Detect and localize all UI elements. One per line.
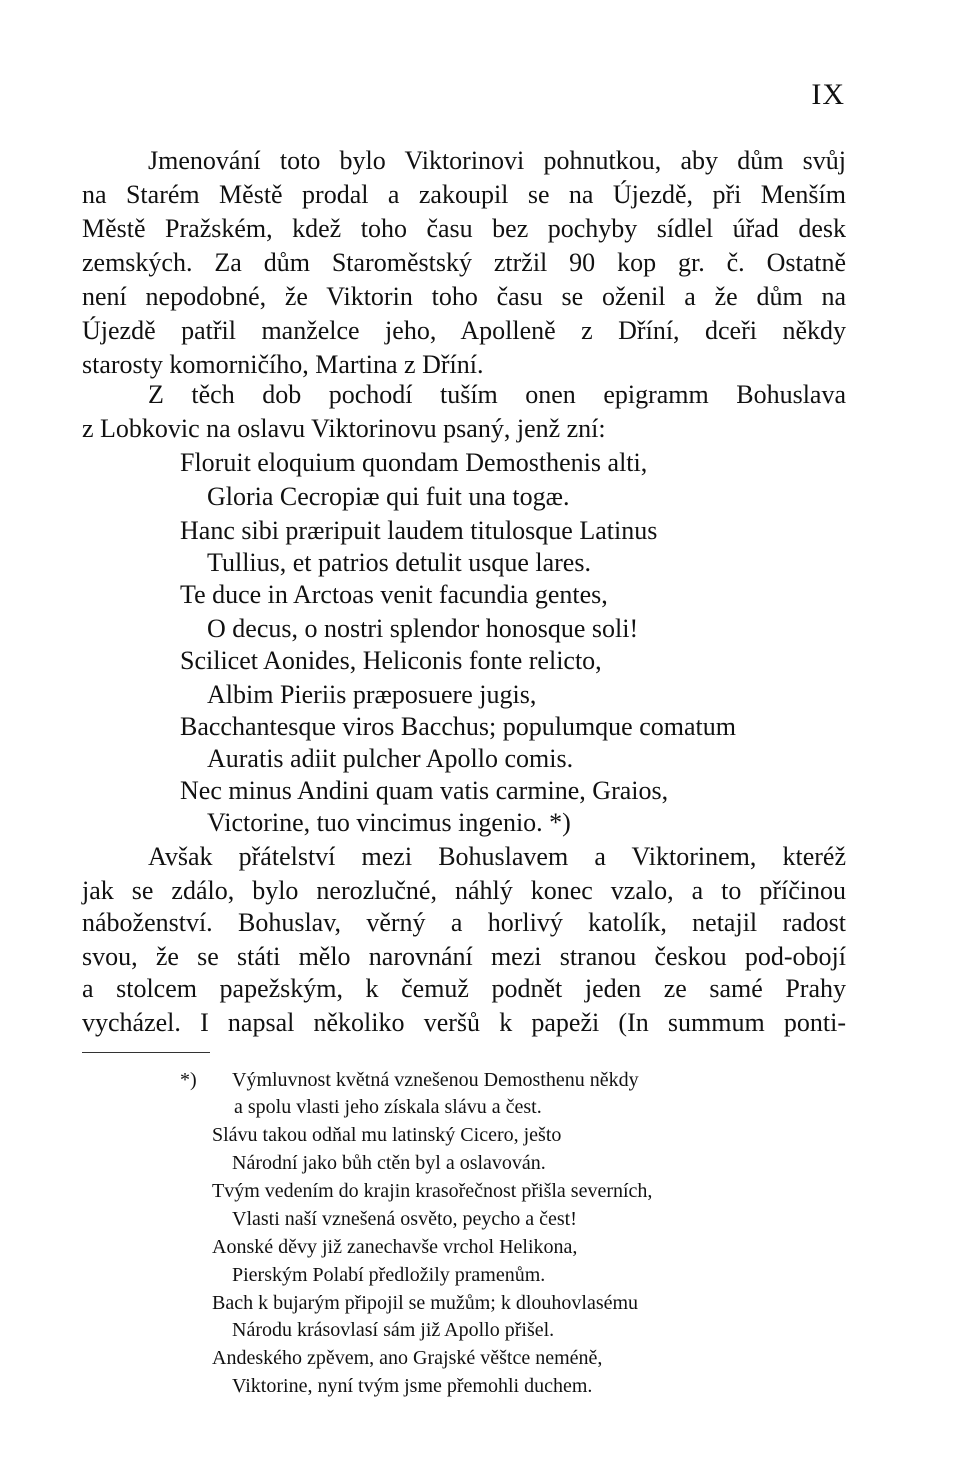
poem-line: Tullius, et patrios detulit usque lares. — [207, 548, 591, 577]
poem-line: Albim Pieriis præposuere jugis, — [207, 680, 537, 709]
poem-line: Scilicet Aonides, Heliconis fonte relicto, — [180, 646, 602, 675]
paragraph-line: na Starém Městě prodal a zakoupil se na Újezdě, při Menším — [82, 180, 846, 209]
paragraph-line: náboženství. Bohuslav, věrný a horlivý katolík, netajil radost — [82, 908, 846, 937]
footnote-line: a spolu vlasti jeho získala slávu a čest. — [234, 1096, 542, 1118]
footnote-line: Bach k bujarým připojil se mužům; k dlouhovlasému — [212, 1292, 639, 1314]
poem-line: Te duce in Arctoas venit facundia gentes, — [180, 580, 608, 609]
paragraph-line: vycházel. I napsal několiko veršů k papeži (In summum ponti- — [82, 1008, 846, 1037]
footnote-line: Viktorine, nyní tvým jsme přemohli duchem. — [232, 1375, 593, 1397]
footnote-line: Aonské děvy již zanechavše vrchol Helikona, — [212, 1236, 578, 1258]
paragraph-line: a stolcem papežským, k čemuž podnět jeden ze samé Prahy — [82, 974, 846, 1003]
paragraph-line: není nepodobné, že Viktorin toho času se oženil a že dům na — [82, 282, 846, 311]
footnote-line: Slávu takou odňal mu latinský Cicero, ješto — [212, 1124, 562, 1146]
footnote-line: Vlasti naší vznešená osvěto, peycho a čest! — [232, 1208, 577, 1230]
paragraph-line: svou, že se státi mělo narovnání mezi stranou českou pod-obojí — [82, 942, 846, 971]
footnote-line: Národní jako bůh ctěn byl a oslavován. — [232, 1152, 546, 1174]
poem-line: Floruit eloquium quondam Demosthenis alti, — [180, 448, 648, 477]
paragraph-line: z Lobkovic na oslavu Viktorinovu psaný, jenž zní: — [82, 414, 606, 443]
poem-line: O decus, o nostri splendor honosque soli! — [207, 614, 639, 643]
footnote-line: Tvým vedením do krajin krasořečnost přišla severních, — [212, 1180, 653, 1202]
poem-line: Nec minus Andini quam vatis carmine, Graios, — [180, 776, 669, 805]
paragraph-line: zemských. Za dům Staroměstský ztržil 90 kop gr. č. Ostatně — [82, 248, 846, 277]
footnote-rule — [82, 1052, 210, 1053]
page-number: IX — [811, 78, 845, 111]
paragraph-line: Avšak přátelství mezi Bohuslavem a Viktorinem, kteréž — [148, 842, 846, 871]
poem-line: Hanc sibi præripuit laudem titulosque Latinus — [180, 516, 658, 545]
footnote-line: Výmluvnost květná vznešenou Demosthenu někdy — [232, 1069, 639, 1091]
footnote-marker: *) — [180, 1069, 197, 1091]
poem-line: Gloria Cecropiæ qui fuit una togæ. — [207, 482, 570, 511]
paragraph-line: Z těch dob pochodí tuším onen epigramm Bohuslava — [148, 380, 846, 409]
paragraph-line: starosty komorničího, Martina z Dříní. — [82, 350, 484, 379]
poem-line: Auratis adiit pulcher Apollo comis. — [207, 744, 574, 773]
footnote-line: Národu krásovlasí sám již Apollo přišel. — [232, 1319, 555, 1341]
poem-line: Bacchantesque viros Bacchus; populumque comatum — [180, 712, 736, 741]
paragraph-line: jak se zdálo, bylo nerozlučné, náhlý konec vzalo, a to příčinou — [82, 876, 846, 905]
poem-line: Victorine, tuo vincimus ingenio. *) — [207, 808, 571, 837]
footnote-line: Pierským Polabí předložily pramenům. — [232, 1264, 546, 1286]
footnote-line: Andeského zpěvem, ano Grajské věštce neméně, — [212, 1347, 603, 1369]
paragraph-line: Městě Pražském, kdež toho času bez pochyby sídlel úřad desk — [82, 214, 846, 243]
paragraph-line: Újezdě patřil manželce jeho, Apolleně z Dříní, dceři někdy — [82, 316, 846, 345]
paragraph-line: Jmenování toto bylo Viktorinovi pohnutkou, aby dům svůj — [148, 146, 846, 175]
